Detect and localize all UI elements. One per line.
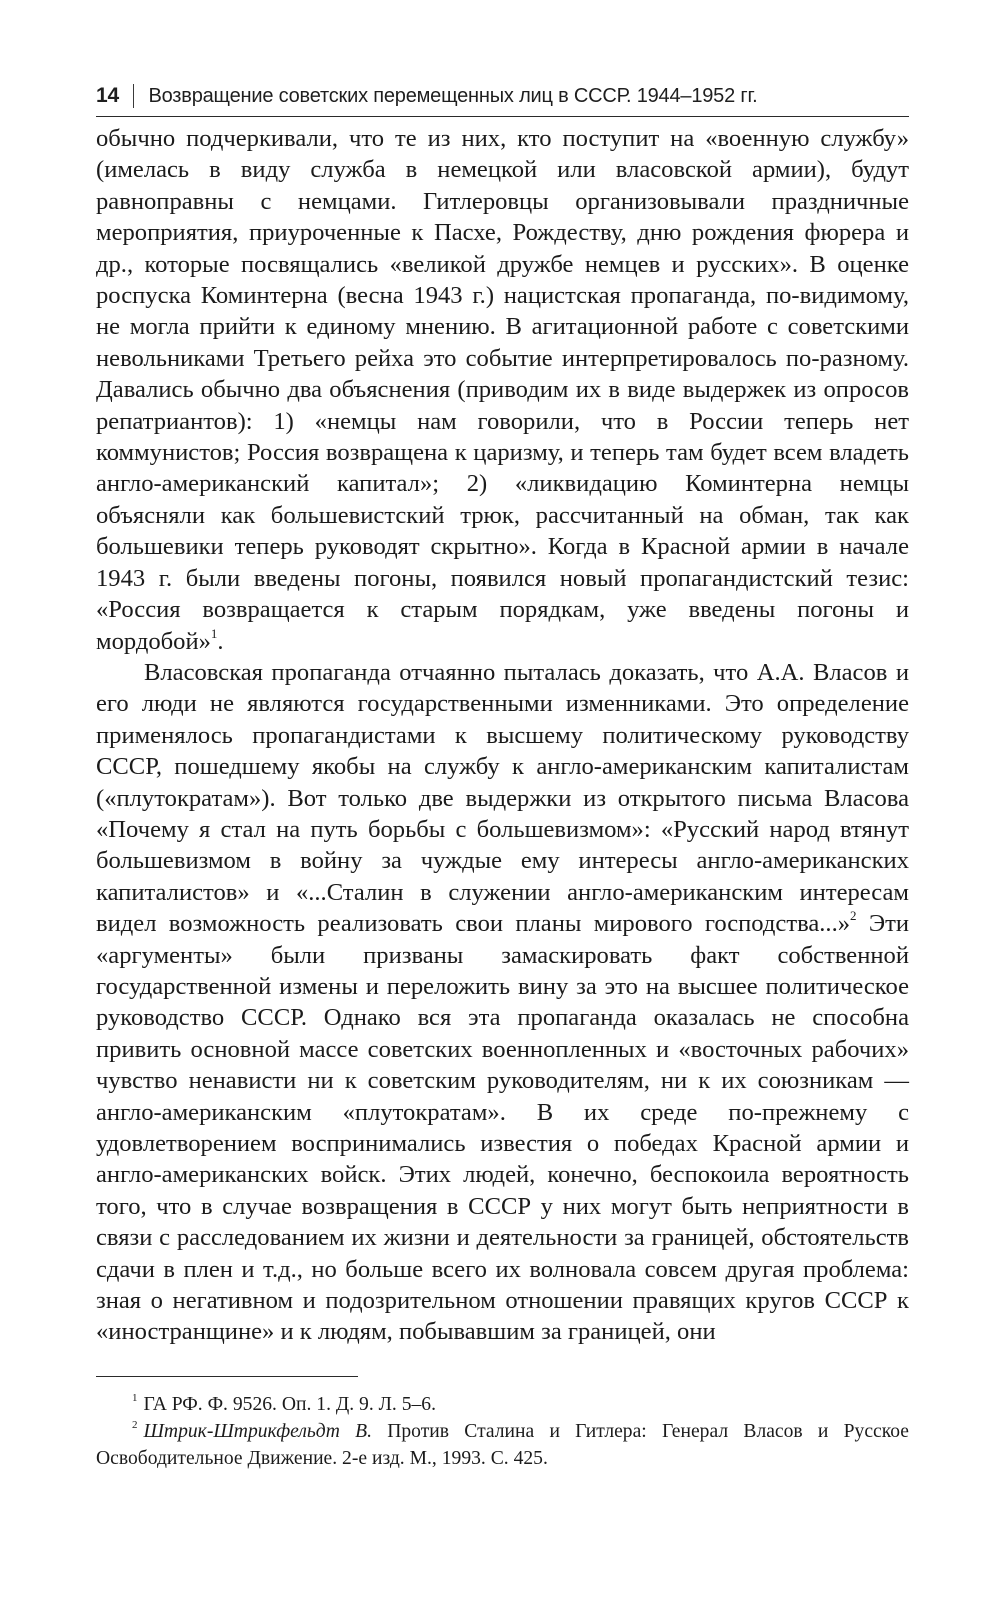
- main-text: [96, 123, 909, 1348]
- page-number: 14: [96, 84, 119, 107]
- header-separator: [133, 84, 135, 108]
- paragraph-2-text-a: Власовская пропаганда отчаянно пыталась доказать, что А.А. Власов и его люди не являются государственными изменниками. Это определение применялось пропагандистами к высшему политическому руководству СССР, пошедшему якобы на службу к англо-американским капиталистам («плутократам»). Вот только две выдержки из открытого письма Власова «Почему я стал на путь борьбы с большевизмом»: «Русский народ втянут большевизмом в войну за чуждые ему интересы англо-американских капиталистов» и «...Сталин в служении англо-американским интересам видел возможность реализовать свои планы мирового господства...»: [96, 658, 909, 938]
- footnote-1: [96, 1391, 909, 1418]
- footnote-divider: [96, 1376, 358, 1378]
- paragraph-1: [96, 123, 909, 657]
- running-title: Возвращение советских перемещенных лиц в СССР. 1944–1952 гг.: [148, 84, 758, 107]
- book-page: [96, 76, 909, 1472]
- footnote-mark-1: 1: [132, 1392, 138, 1405]
- footnote-2-text: Против Сталина и Гитлера: Генерал Власов и Русское Освободительное Движение. 2-е изд. М., 1993. С. 425.: [96, 1421, 909, 1470]
- paragraph-1-end: .: [217, 627, 224, 655]
- footnote-ref-2[interactable]: 2: [850, 908, 857, 924]
- paragraph-2: [96, 657, 909, 1348]
- footnote-2: [96, 1418, 909, 1472]
- footnote-mark-2: 2: [132, 1419, 138, 1432]
- paragraph-1-text: обычно подчеркивали, что те из них, кто поступит на «военную службу» (имелась в виду служба в немецкой или власовской армии), будут равноправны с немцами. Гитлеровцы организовывали праздничные мероприятия, приуроченные к Пасхе, Рождеству, дню рождения фюрера и др., которые посвящались «великой дружбе немцев и русских». В оценке роспуска Коминтерна (весна 1943 г.) нацистская пропаганда, по-видимому, не могла прийти к единому мнению. В агитационной работе с советскими невольниками Третьего рейха это событие интерпретировалось по-разному. Давались обычно два объяснения (приводим их в виде выдержек из опросов репатриантов): 1) «немцы нам говорили, что в России теперь нет коммунистов; Россия возвращена к царизму, и теперь там будет всем владеть англо-американский капитал»; 2) «ликвидацию Коминтерна немцы объясняли как большевистский трюк, рассчитанный на обман, так как большевики теперь руководят скрытно». Когда в Красной армии в начале 1943 г. были введены погоны, появился новый пропагандистский тезис: «Россия возвращается к старым порядкам, уже введены погоны и мордобой»: [96, 125, 909, 655]
- footnote-ref-1[interactable]: 1: [210, 625, 218, 641]
- footnotes: [96, 1391, 909, 1472]
- footnote-2-author: Штрик-Штрикфельдт В.: [143, 1421, 372, 1443]
- footnote-1-text: ГА РФ. Ф. 9526. Оп. 1. Д. 9. Л. 5–6.: [143, 1394, 436, 1416]
- running-header: [96, 76, 909, 117]
- paragraph-2-text-b: Эти «аргументы» были призваны замаскировать факт собственной государственной измены и переложить вину за это на высшее политическое руководство СССР. Однако вся эта пропаганда оказалась не способна привить основной массе советских военнопленных и «восточных рабочих» чувство ненависти ни к советским руководителям, ни к их союзникам — англо-американским «плутократам». В их среде по-прежнему с удовлетворением воспринимались известия о победах Красной армии и англо-американских войск. Этих людей, конечно, беспокоила вероятность того, что в случае возвращения в СССР у них могут быть неприятности в связи с расследованием их жизни и деятельности за границей, обстоятельств сдачи в плен и т.д., но больше всего их волновала совсем другая проблема: зная о негативном и подозрительном отношении правящих кругов СССР к «иностранщине» и к людям, побывавшим за границей, они: [96, 910, 909, 1346]
